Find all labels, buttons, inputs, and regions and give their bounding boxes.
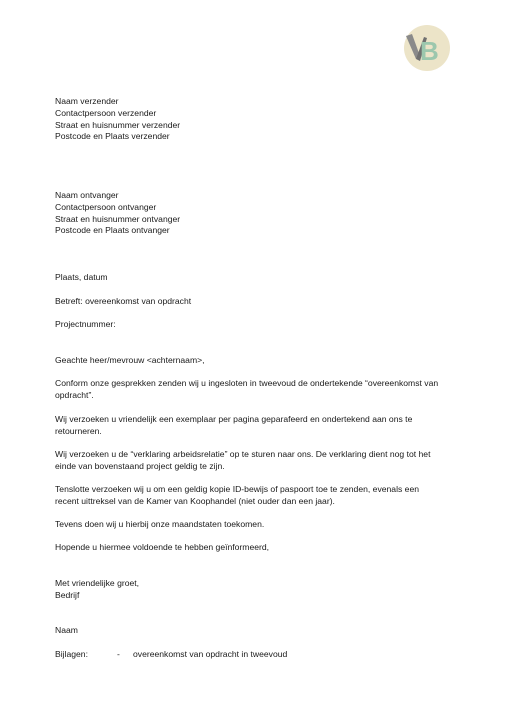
paragraph-3: [55, 449, 430, 473]
attachments-label: Bijlagen:: [55, 649, 88, 659]
sender-block: [55, 96, 180, 143]
vb-logo-graphic: [400, 23, 452, 73]
recipient-street: Straat en huisnummer ontvanger: [55, 213, 181, 224]
recipient-name: Naam ontvanger: [55, 190, 119, 200]
svg-text:B: B: [420, 36, 439, 66]
place-date: Plaats, datum: [55, 272, 108, 282]
sender-postcode: Postcode en Plaats verzender: [55, 131, 170, 142]
paragraph-2-line-1: Wij verzoeken u vriendelijk een exemplaar per pagina geparafeerd en ondertekend aan ons te: [55, 414, 413, 424]
paragraph-1-line-2: opdracht”.: [55, 389, 94, 400]
recipient-contact: Contactpersoon ontvanger: [55, 201, 157, 212]
paragraph-6: Hopende u hiermee voldoende te hebben geïnformeerd,: [55, 542, 270, 552]
paragraph-3-line-1: Wij verzoeken u de “verklaring arbeidsrelatie” op te sturen naar ons. De verklaring dient nog tot het: [55, 449, 431, 459]
paragraph-1-line-1: Conform onze gesprekken zenden wij u ingesloten in tweevoud de ondertekende “overeenkomst van: [55, 378, 439, 388]
paragraph-2: [55, 414, 412, 438]
paragraph-4-line-1: Tenslotte verzoeken wij u om een geldig kopie ID-bewijs of paspoort toe te zenden, evenals een: [55, 484, 420, 494]
project-number: Projectnummer:: [55, 319, 116, 329]
attachment-item: overeenkomst van opdracht in tweevoud: [133, 649, 288, 659]
vb-logo-icon: [400, 23, 452, 73]
signature-name: Naam: [55, 625, 78, 635]
closing-greeting: Met vriendelijke groet,: [55, 578, 140, 588]
salutation: Geachte heer/mevrouw <achternaam>,: [55, 355, 205, 365]
closing-block: [55, 578, 139, 602]
paragraph-3-line-2: einde van bovenstaand project geldig te zijn.: [55, 460, 225, 471]
sender-name: Naam verzender: [55, 96, 119, 106]
closing-company: Bedrijf: [55, 589, 80, 600]
recipient-block: [55, 190, 180, 237]
paragraph-4: [55, 484, 419, 508]
paragraph-5: Tevens doen wij u hierbij onze maandstaten toekomen.: [55, 519, 265, 529]
paragraph-4-line-2: recent uittreksel van de Kamer van Koophandel (niet ouder dan een jaar).: [55, 495, 335, 506]
recipient-postcode: Postcode en Plaats ontvanger: [55, 225, 170, 236]
attachments-bullet: -: [117, 649, 120, 659]
sender-contact: Contactpersoon verzender: [55, 107, 157, 118]
paragraph-2-line-2: retourneren.: [55, 425, 102, 436]
subject-line: Betreft: overeenkomst van opdracht: [55, 296, 192, 306]
paragraph-1: [55, 378, 438, 402]
sender-street: Straat en huisnummer verzender: [55, 119, 181, 130]
